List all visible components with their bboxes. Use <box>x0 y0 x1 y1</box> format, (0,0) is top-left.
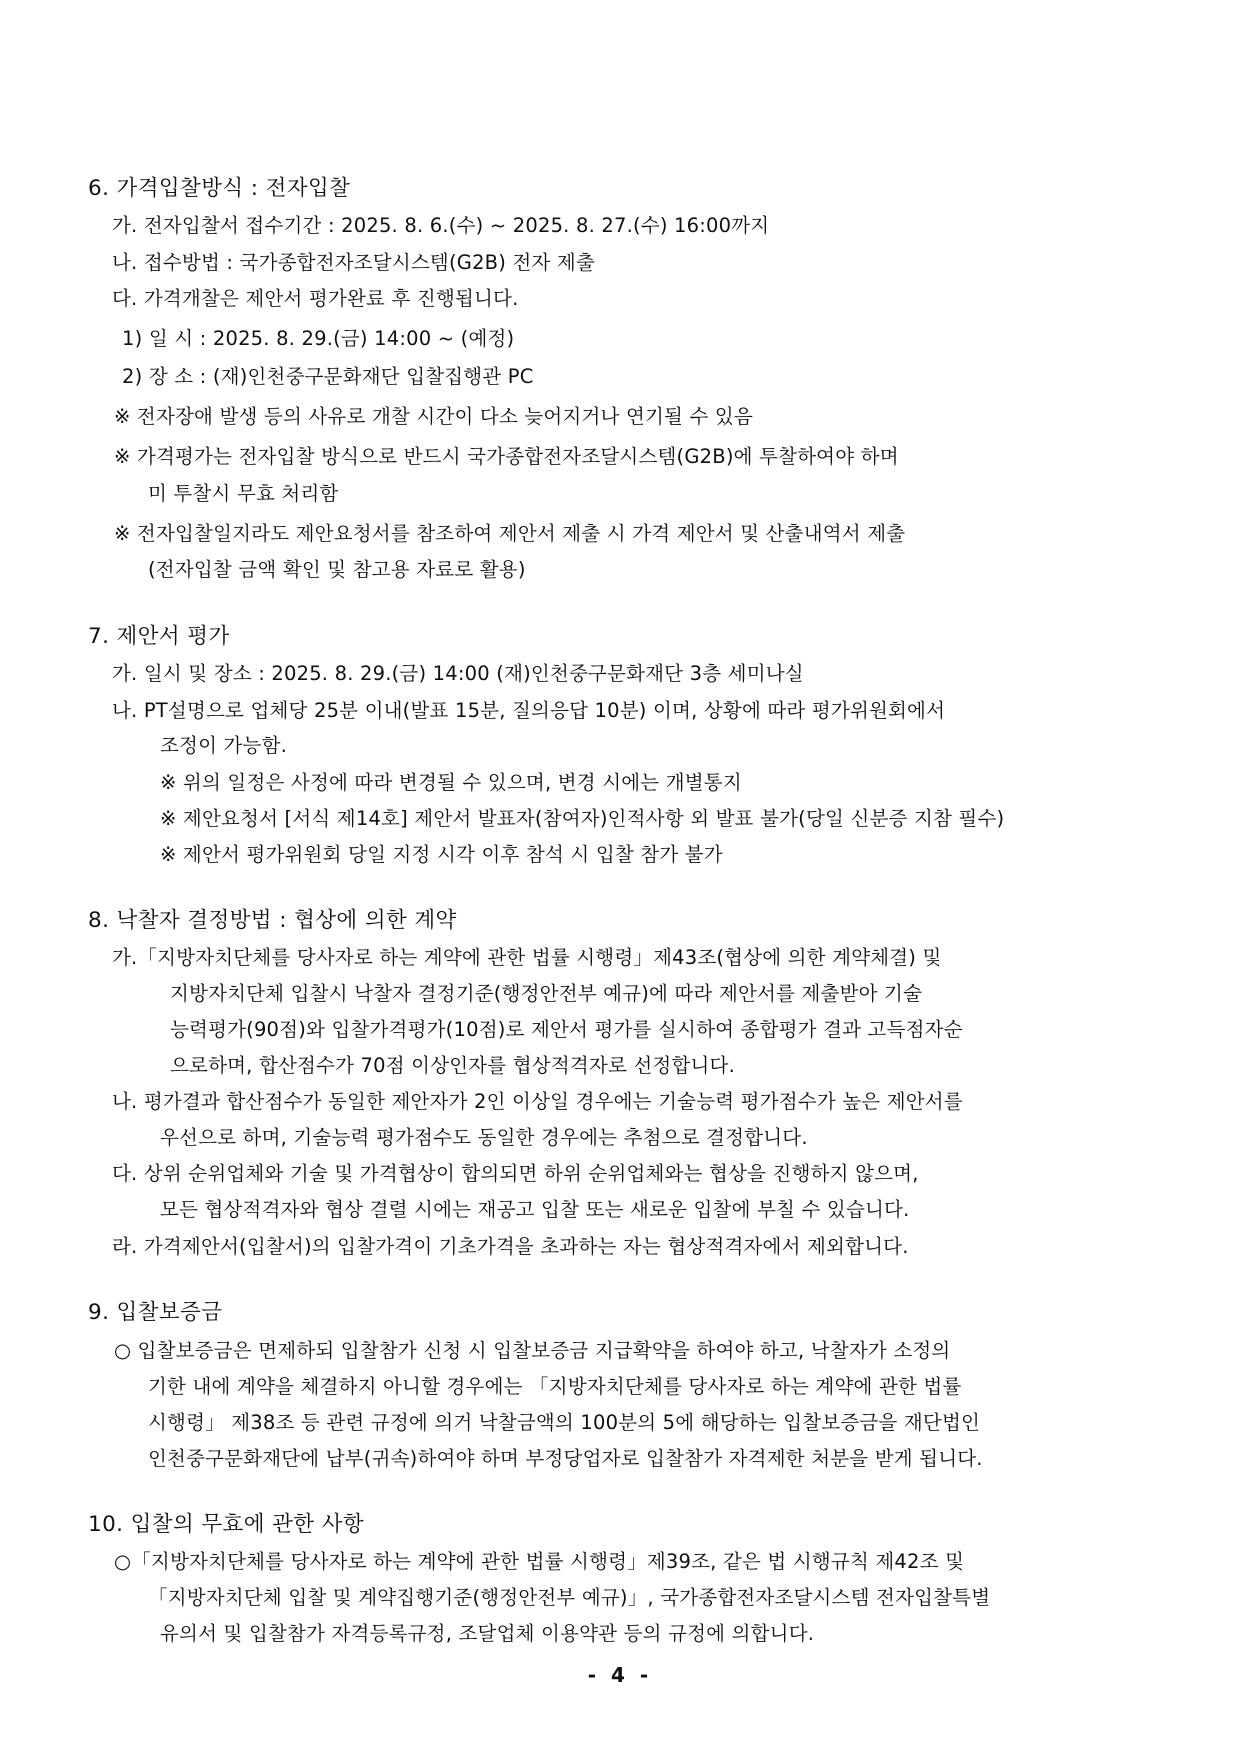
section-8-item-da-cont: 모든 협상적격자와 협상 결렬 시에는 재공고 입찰 또는 새로운 입찰에 부칠 수 있습니다. <box>160 1198 910 1221</box>
section-9-item-1: ○ 입찰보증금은 면제하되 입찰참가 신청 시 입찰보증금 지급확약을 하여야 하고, 낙찰자가 소정의 <box>114 1339 951 1362</box>
section-7-note-2: ※ 제안요청서 [서식 제14호] 제안서 발표자(참여자)인적사항 외 발표 불가(당일 신분증 지참 필수) <box>160 807 1005 830</box>
section-6-note-2: ※ 가격평가는 전자입찰 방식으로 반드시 국가종합전자조달시스템(G2B)에 투찰하여야 하며 <box>114 445 899 468</box>
section-7-note-3: ※ 제안서 평가위원회 당일 지정 시각 이후 참석 시 입찰 참가 불가 <box>160 843 723 866</box>
section-6-subitem-1: 1) 일 시 : 2025. 8. 29.(금) 14:00 ~ (예정) <box>122 327 515 350</box>
section-8-item-na-cont: 우선으로 하며, 기술능력 평가점수도 동일한 경우에는 추첨으로 결정합니다. <box>160 1126 808 1149</box>
section-6-note-2-cont: 미 투찰시 무효 처리함 <box>148 482 339 505</box>
section-10-item-1-cont-1: 「지방자치단체 입찰 및 계약집행기준(행정안전부 예규)」, 국가종합전자조달시스템 전자입찰특별 <box>148 1586 991 1609</box>
section-8-heading: 8. 낙찰자 결정방법 : 협상에 의한 계약 <box>88 908 457 933</box>
section-6-note-3-cont: (전자입찰 금액 확인 및 참고용 자료로 활용) <box>148 558 526 581</box>
section-10-heading: 10. 입찰의 무효에 관한 사항 <box>88 1512 365 1537</box>
section-9-heading: 9. 입찰보증금 <box>88 1300 223 1325</box>
section-8-item-ga: 가.「지방자치단체를 당사자로 하는 계약에 관한 법률 시행령」제43조(협상에 의한 계약체결) 및 <box>112 946 942 969</box>
section-8-item-ga-cont-2: 능력평가(90점)와 입찰가격평가(10점)로 제안서 평가를 실시하여 종합평가 결과 고득점자순 <box>170 1018 963 1041</box>
section-6-note-3: ※ 전자입찰일지라도 제안요청서를 참조하여 제안서 제출 시 가격 제안서 및 산출내역서 제출 <box>114 522 906 545</box>
section-8-item-ga-cont-1: 지방자치단체 입찰시 낙찰자 결정기준(행정안전부 예규)에 따라 제안서를 제출받아 기술 <box>170 982 923 1005</box>
section-10-item-1: ○「지방자치단체를 당사자로 하는 계약에 관한 법률 시행령」제39조, 같은 법 시행규칙 제42조 및 <box>114 1550 965 1573</box>
section-6-item-ga: 가. 전자입찰서 접수기간 : 2025. 8. 6.(수) ~ 2025. 8. 27.(수) 16:00까지 <box>112 214 770 237</box>
section-10-item-1-cont-2: 유의서 및 입찰참가 자격등록규정, 조달업체 이용약관 등의 규정에 의합니다. <box>160 1622 815 1645</box>
section-7-note-1: ※ 위의 일정은 사정에 따라 변경될 수 있으며, 변경 시에는 개별통지 <box>160 771 742 794</box>
section-9-item-1-cont-3: 인천중구문화재단에 납부(귀속)하여야 하며 부정당업자로 입찰참가 자격제한 처분을 받게 됩니다. <box>148 1447 983 1470</box>
section-6-heading: 6. 가격입찰방식 : 전자입찰 <box>88 176 351 201</box>
section-7-item-na: 나. PT설명으로 업체당 25분 이내(발표 15분, 질의응답 10분) 이며, 상황에 따라 평가위원회에서 <box>112 699 946 722</box>
section-8-item-ga-cont-3: 으로하며, 합산점수가 70점 이상인자를 협상적격자로 선정합니다. <box>170 1054 735 1077</box>
page-number: - 4 - <box>587 1663 653 1687</box>
section-9-item-1-cont-2: 시행령」 제38조 등 관련 규정에 의거 낙찰금액의 100분의 5에 해당하는 입찰보증금을 재단법인 <box>148 1411 981 1434</box>
section-8-item-na: 나. 평가결과 합산점수가 동일한 제안자가 2인 이상일 경우에는 기술능력 평가점수가 높은 제안서를 <box>112 1090 963 1113</box>
section-6-item-da: 다. 가격개찰은 제안서 평가완료 후 진행됩니다. <box>112 287 519 310</box>
section-8-item-da: 다. 상위 순위업체와 기술 및 가격협상이 합의되면 하위 순위업체와는 협상을 진행하지 않으며, <box>112 1162 919 1185</box>
section-6-item-na: 나. 접수방법 : 국가종합전자조달시스템(G2B) 전자 제출 <box>112 251 596 274</box>
section-7-heading: 7. 제안서 평가 <box>88 624 230 649</box>
section-6-subitem-2: 2) 장 소 : (재)인천중구문화재단 입찰집행관 PC <box>122 365 534 388</box>
section-7-item-ga: 가. 일시 및 장소 : 2025. 8. 29.(금) 14:00 (재)인천중구문화재단 3층 세미나실 <box>112 662 804 685</box>
section-7-item-na-cont: 조정이 가능함. <box>160 734 288 757</box>
section-6-note-1: ※ 전자장애 발생 등의 사유로 개찰 시간이 다소 늦어지거나 연기될 수 있음 <box>114 405 753 428</box>
section-8-item-ra: 라. 가격제안서(입찰서)의 입찰가격이 기초가격을 초과하는 자는 협상적격자에서 제외합니다. <box>112 1235 909 1258</box>
section-9-item-1-cont-1: 기한 내에 계약을 체결하지 아니할 경우에는 「지방자치단체를 당사자로 하는 계약에 관한 법률 <box>148 1375 962 1398</box>
